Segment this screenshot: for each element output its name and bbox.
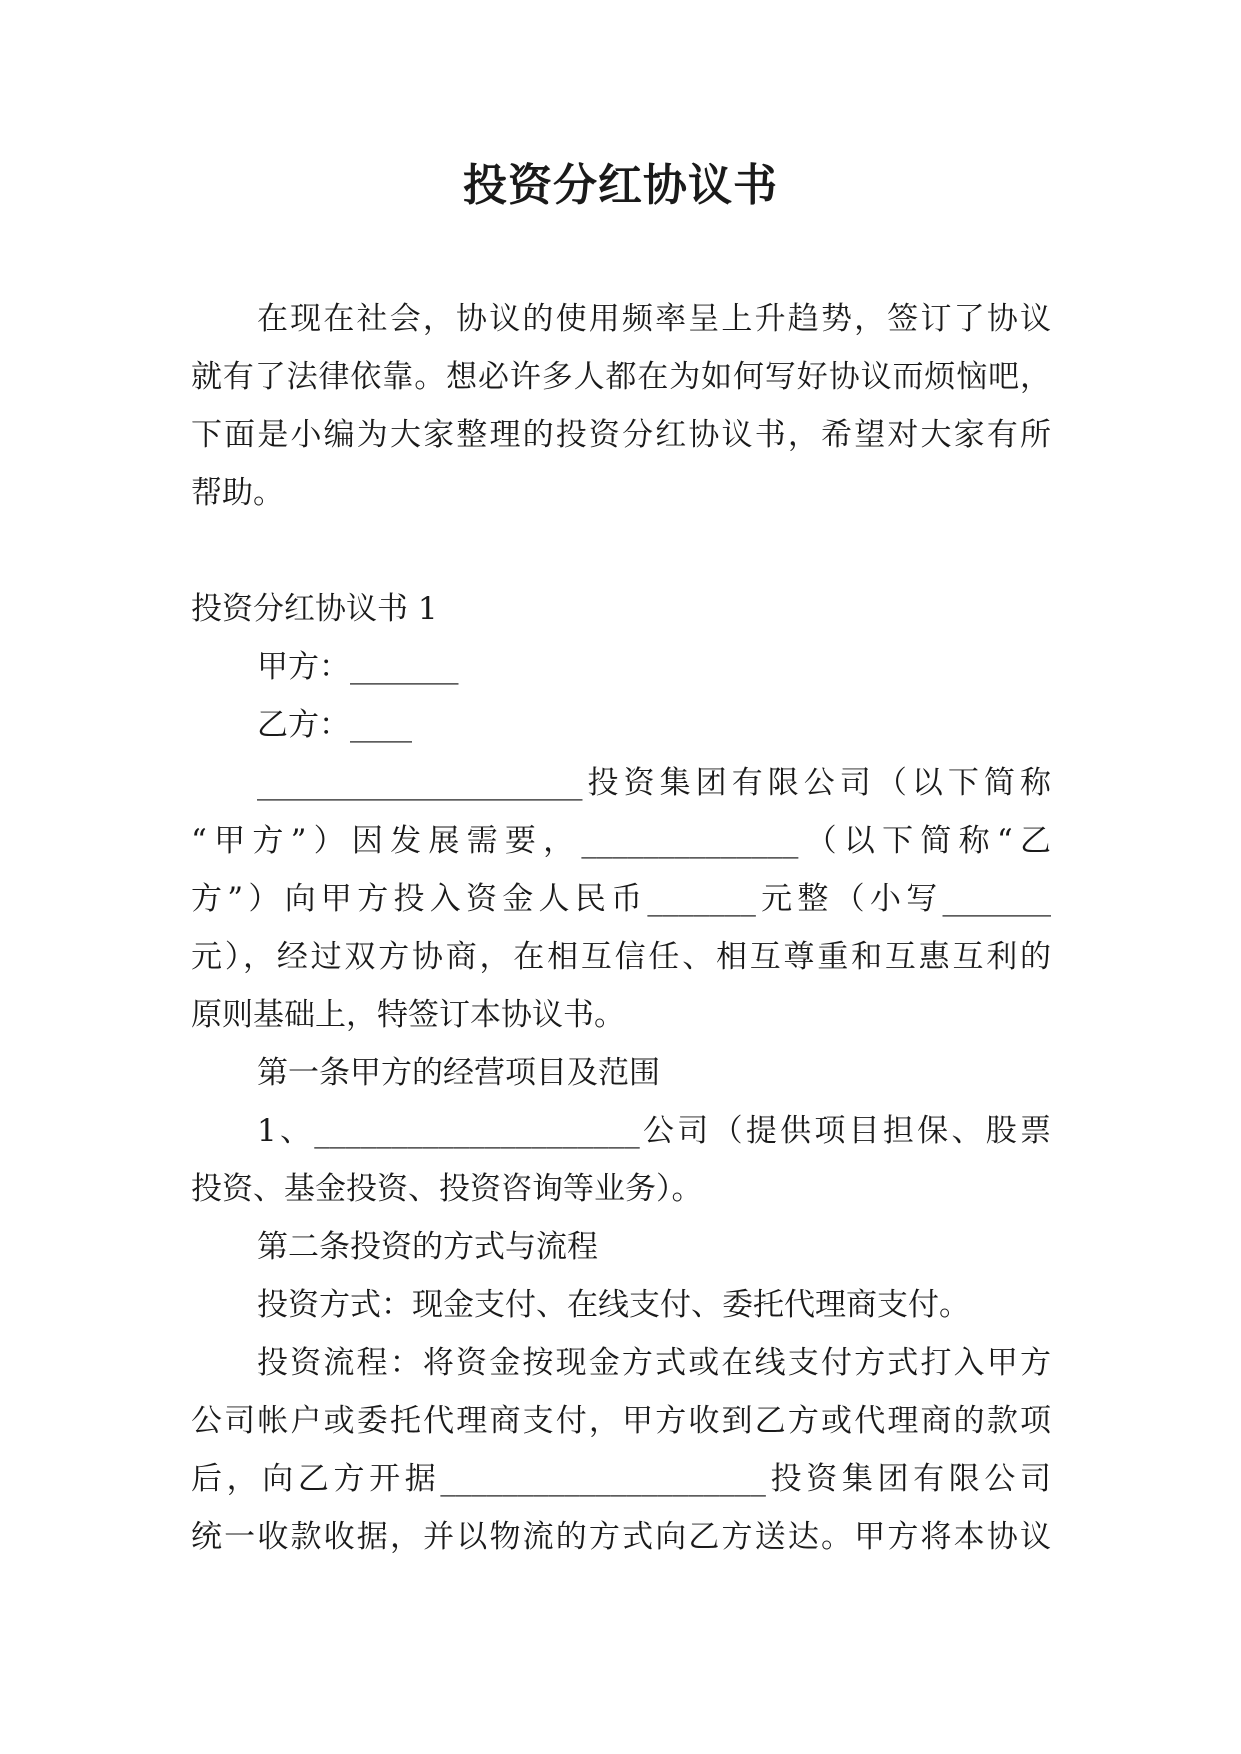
document-title: 投资分红协议书 — [463, 160, 778, 211]
paragraph-line: 1、_____________________公司（提供项目担保、股票 — [257, 1113, 1051, 1149]
article-heading: 第二条投资的方式与流程 — [257, 1229, 598, 1265]
paragraph-line: 投资方式：现金支付、在线支付、委托代理商支付。 — [257, 1287, 970, 1323]
document-body — [191, 290, 1051, 1566]
paragraph-line: 原则基础上，特签订本协议书。 — [191, 997, 625, 1033]
paragraph-line: 方”）向甲方投入资金人民币_______元整（小写_______ — [191, 881, 1051, 917]
party-b-line: 乙方：____ — [257, 707, 412, 743]
party-a-line: 甲方：_______ — [257, 649, 459, 685]
paragraph-line: 投资流程：将资金按现金方式或在线支付方式打入甲方 — [257, 1345, 1051, 1381]
paragraph-line: _____________________投资集团有限公司（以下简称 — [257, 765, 1051, 801]
paragraph-line: 统一收款收据，并以物流的方式向乙方送达。甲方将本协议 — [191, 1519, 1051, 1555]
paragraph-line: 投资、基金投资、投资咨询等业务）。 — [191, 1171, 703, 1207]
paragraph-line: 后，向乙方开据_____________________投资集团有限公司 — [191, 1461, 1051, 1497]
paragraph-line: 帮助。 — [191, 475, 284, 511]
paragraph-line: 在现在社会，协议的使用频率呈上升趋势，签订了协议 — [257, 301, 1051, 337]
paragraph-line: 元），经过双方协商，在相互信任、相互尊重和互惠互利的 — [191, 939, 1051, 975]
section-heading: 投资分红协议书 1 — [191, 591, 438, 627]
paragraph-line: 下面是小编为大家整理的投资分红协议书，希望对大家有所 — [191, 417, 1051, 453]
paragraph-line: 就有了法律依靠。想必许多人都在为如何写好协议而烦恼吧， — [191, 359, 1051, 395]
article-heading: 第一条甲方的经营项目及范围 — [257, 1055, 660, 1091]
paragraph-line: 公司帐户或委托代理商支付，甲方收到乙方或代理商的款项 — [191, 1403, 1051, 1439]
paragraph-line: “甲方”）因发展需要，______________（以下简称“乙 — [191, 823, 1051, 859]
